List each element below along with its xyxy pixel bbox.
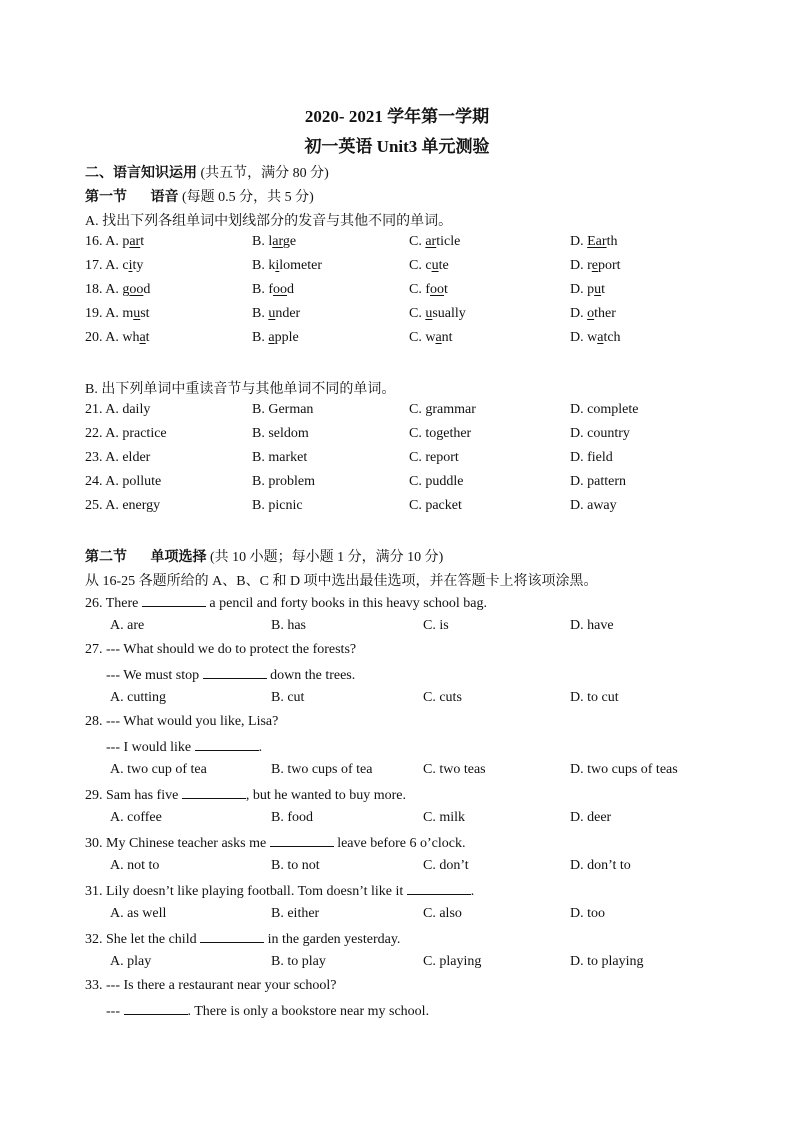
option-b[interactable]: B. under — [252, 306, 301, 321]
part2-label: 第二节 — [85, 550, 127, 565]
choice-d[interactable]: D. too — [570, 906, 605, 921]
option-c[interactable]: C. report — [409, 450, 459, 465]
question-stem: 28. --- What would you like, Lisa? — [85, 714, 279, 729]
choice-a[interactable]: A. cutting — [110, 690, 166, 705]
part1-heading — [85, 186, 314, 206]
section-title: 二、语言知识运用 — [85, 166, 197, 181]
question-stem: 31. Lily doesn’t like playing football. Tom doesn’t like it . — [85, 884, 475, 899]
underlined-letters: Ear — [587, 234, 607, 249]
option-d[interactable]: D. other — [570, 306, 616, 321]
option-c[interactable]: C. grammar — [409, 402, 476, 417]
choice-a[interactable]: A. as well — [110, 906, 167, 921]
option-a[interactable]: 19. A. must — [85, 306, 150, 321]
option-b[interactable]: B. market — [252, 450, 308, 465]
option-c[interactable]: C. puddle — [409, 474, 464, 489]
question-stem: 27. --- What should we do to protect the forests? — [85, 642, 357, 657]
option-c[interactable]: C. together — [409, 426, 472, 441]
underlined-letters: oo — [430, 282, 444, 297]
option-a[interactable]: 22. A. practice — [85, 426, 167, 441]
part1-name: 语音 — [150, 190, 179, 205]
option-d[interactable]: D. country — [570, 426, 630, 441]
choice-a[interactable]: A. play — [110, 954, 152, 969]
option-c[interactable]: C. packet — [409, 498, 462, 513]
choice-a[interactable]: A. are — [110, 618, 145, 633]
part1-label: 第一节 — [85, 190, 127, 205]
underlined-letters: oo — [129, 282, 144, 297]
section-heading — [85, 162, 329, 182]
option-a[interactable]: 24. A. pollute — [85, 474, 162, 489]
choice-d[interactable]: D. have — [570, 618, 614, 633]
answer-blank[interactable] — [142, 594, 206, 607]
option-c[interactable]: C. want — [409, 330, 453, 345]
answer-blank[interactable] — [195, 738, 259, 751]
underlined-letters: o — [587, 306, 595, 321]
choice-b[interactable]: B. to play — [271, 954, 326, 969]
part1-a-instruction: A. 找出下列各组单词中划线部分的发音与其他不同的单词。 — [85, 214, 453, 229]
question-stem: 30. My Chinese teacher asks me leave before 6 o’clock. — [85, 836, 466, 851]
underlined-letters: u — [425, 306, 433, 321]
underlined-letters: ar — [425, 234, 437, 249]
underlined-letters: a — [139, 330, 146, 345]
option-d[interactable]: D. pattern — [570, 474, 626, 489]
option-a[interactable]: 18. A. good — [85, 282, 151, 297]
choice-d[interactable]: D. to cut — [570, 690, 619, 705]
underlined-letters: i — [128, 258, 133, 273]
option-b[interactable]: B. picnic — [252, 498, 303, 513]
choice-a[interactable]: A. two cup of tea — [110, 762, 207, 777]
answer-blank[interactable] — [270, 834, 334, 847]
option-a[interactable]: 20. A. what — [85, 330, 150, 345]
underlined-letters: u — [268, 306, 276, 321]
choice-b[interactable]: B. two cups of tea — [271, 762, 373, 777]
choice-a[interactable]: A. not to — [110, 858, 160, 873]
option-b[interactable]: B. large — [252, 234, 297, 249]
option-d[interactable]: D. report — [570, 258, 621, 273]
choice-c[interactable]: C. also — [423, 906, 462, 921]
underlined-letters: ar — [129, 234, 141, 249]
option-b[interactable]: B. apple — [252, 330, 299, 345]
choice-c[interactable]: C. don’t — [423, 858, 469, 873]
choice-c[interactable]: C. playing — [423, 954, 482, 969]
part2-name: 单项选择 — [150, 550, 207, 565]
option-d[interactable]: D. complete — [570, 402, 639, 417]
question-stem: 26. There a pencil and forty books in this heavy school bag. — [85, 596, 487, 611]
option-b[interactable]: B. problem — [252, 474, 315, 489]
option-b[interactable]: B. German — [252, 402, 314, 417]
underlined-letters: u — [431, 258, 439, 273]
choice-b[interactable]: B. cut — [271, 690, 305, 705]
choice-d[interactable]: D. two cups of teas — [570, 762, 678, 777]
choice-c[interactable]: C. two teas — [423, 762, 486, 777]
option-a[interactable]: 21. A. daily — [85, 402, 151, 417]
part2-heading — [85, 546, 443, 566]
option-d[interactable]: D. watch — [570, 330, 621, 345]
option-a[interactable]: 17. A. city — [85, 258, 144, 273]
option-a[interactable]: 25. A. energy — [85, 498, 161, 513]
question-reply: --- We must stop down the trees. — [106, 668, 356, 683]
choice-d[interactable]: D. deer — [570, 810, 612, 825]
answer-blank[interactable] — [124, 1002, 188, 1015]
choice-d[interactable]: D. don’t to — [570, 858, 631, 873]
choice-b[interactable]: B. either — [271, 906, 320, 921]
choice-a[interactable]: A. coffee — [110, 810, 162, 825]
choice-d[interactable]: D. to playing — [570, 954, 644, 969]
question-stem: 29. Sam has five , but he wanted to buy more. — [85, 788, 407, 803]
option-a[interactable]: 16. A. part — [85, 234, 145, 249]
question-stem: 33. --- Is there a restaurant near your school? — [85, 978, 337, 993]
question-reply: --- . There is only a bookstore near my school. — [106, 1004, 430, 1019]
underlined-letters: a — [435, 330, 442, 345]
choice-b[interactable]: B. has — [271, 618, 306, 633]
question-stem: 32. She let the child in the garden yesterday. — [85, 932, 401, 947]
option-b[interactable]: B. seldom — [252, 426, 309, 441]
choice-c[interactable]: C. milk — [423, 810, 466, 825]
answer-blank[interactable] — [200, 930, 264, 943]
choice-c[interactable]: C. is — [423, 618, 449, 633]
part2-instruction: 从 16-25 各题所给的 A、B、C 和 D 项中选出最佳选项，并在答题卡上将该项涂黑。 — [85, 574, 598, 589]
option-d[interactable]: D. away — [570, 498, 617, 513]
answer-blank[interactable] — [203, 666, 267, 679]
answer-blank[interactable] — [407, 882, 471, 895]
exam-title-term: 2020- 2021 学年第一学期 — [304, 107, 490, 126]
option-b[interactable]: B. kilometer — [252, 258, 322, 273]
option-a[interactable]: 23. A. elder — [85, 450, 151, 465]
choice-b[interactable]: B. to not — [271, 858, 320, 873]
exam-title-unit: 初一英语 Unit3 单元测验 — [304, 137, 490, 156]
underlined-letters: i — [275, 258, 280, 273]
underlined-letters: u — [594, 282, 602, 297]
part1-note: (每题 0.5 分，共 5 分) — [182, 190, 314, 205]
part1-b-instruction: B. 出下列单词中重读音节与其他单词不同的单词。 — [85, 382, 396, 397]
option-d[interactable]: D. put — [570, 282, 606, 297]
underlined-letters: e — [591, 258, 598, 273]
option-c[interactable]: C. foot — [409, 282, 448, 297]
option-b[interactable]: B. food — [252, 282, 294, 297]
question-reply: --- I would like . — [106, 740, 263, 755]
section-note: (共五节，满分 80 分) — [200, 166, 329, 181]
answer-blank[interactable] — [182, 786, 246, 799]
option-c[interactable]: C. usually — [409, 306, 466, 321]
underlined-letters: oo — [273, 282, 287, 297]
option-d[interactable]: D. field — [570, 450, 613, 465]
underlined-letters: a — [597, 330, 604, 345]
choice-c[interactable]: C. cuts — [423, 690, 462, 705]
option-c[interactable]: C. cute — [409, 258, 449, 273]
underlined-letters: u — [133, 306, 141, 321]
choice-b[interactable]: B. food — [271, 810, 313, 825]
option-d[interactable]: D. Earth — [570, 234, 618, 249]
option-c[interactable]: C. article — [409, 234, 461, 249]
part2-note: (共 10 小题；每小题 1 分，满分 10 分) — [210, 550, 444, 565]
underlined-letters: a — [268, 330, 275, 345]
underlined-letters: ar — [272, 234, 283, 249]
